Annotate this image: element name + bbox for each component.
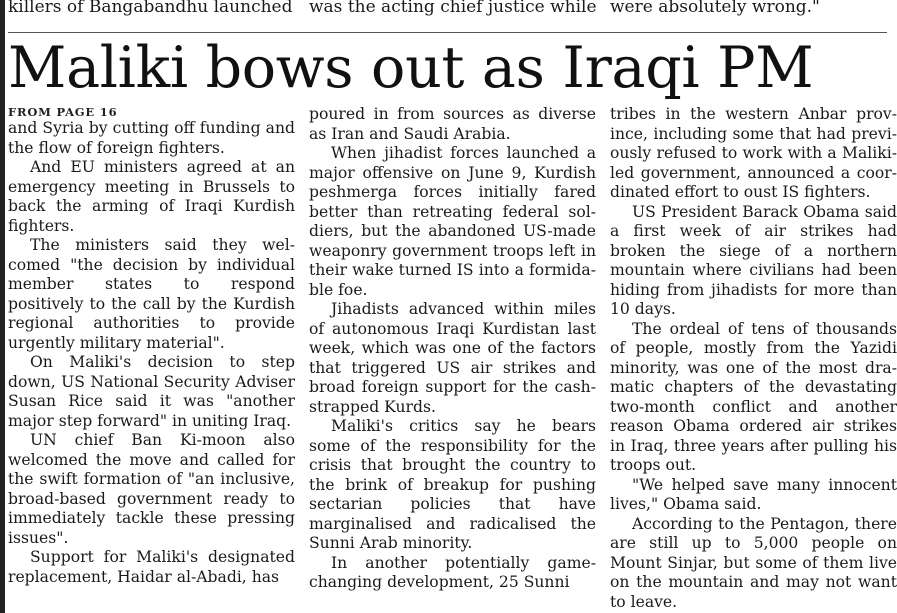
paragraph: poured in from sources as diverse as Iran and Saudi Arabia. <box>309 105 596 143</box>
paragraph: According to the Pentagon, there are still up to 5,000 people on Mount Sinjar, but some of them live on the mountain and may not want to leave. <box>610 514 897 611</box>
article-column-1 <box>8 105 295 613</box>
section-divider <box>8 32 887 33</box>
paragraph: In another potentially game-changing development, 25 Sunni <box>309 553 596 591</box>
paragraph: UN chief Ban Ki-moon also welcomed the move and called for the swift formation of "an inclusive, broad-based government ready to immediately tackle these pressing issues". <box>8 431 295 547</box>
previous-article-tail <box>8 0 887 34</box>
previous-article-col1-line: killers of Bangabandhu launched <box>8 0 293 17</box>
article-headline: Maliki bows out as Iraqi PM <box>8 35 814 101</box>
page-edge-bar <box>0 0 5 613</box>
paragraph: The ministers said they welcomed "the decision by individual member states to respond positively to the call by the Kurdish regional authorities to provide urgently military material". <box>8 236 295 352</box>
paragraph: and Syria by cutting off funding and the flow of foreign fighters. <box>8 119 295 157</box>
paragraph: When jihadist forces launched a major offensive on June 9, Kurdish peshmerga forces initially fared better than retreating federal soldiers, but the abandoned US-made weaponry government troops left in their wake turned IS into a formidable foe. <box>309 144 596 299</box>
previous-article-col3-line: were absolutely wrong." <box>610 0 820 17</box>
paragraph: And EU ministers agreed at an emergency meeting in Brussels to back the arming of Iraqi Kurdish fighters. <box>8 158 295 235</box>
paragraph: "We helped save many innocent lives," Obama said. <box>610 475 897 513</box>
paragraph: Jihadists advanced within miles of autonomous Iraqi Kurdistan last week, which was one of the factors that triggered US air strikes and broad foreign support for the cash-strapped Kurds. <box>309 300 596 416</box>
dateline: FROM PAGE 16 <box>8 105 118 119</box>
paragraph: Maliki's critics say he bears some of the responsibility for the crisis that brought the country to the brink of breakup for pushing sectarian policies that have marginalised and radicalised the Sunni Arab minority. <box>309 417 596 552</box>
paragraph: The ordeal of tens of thousands of people, mostly from the Yazidi minority, was one of the most dramatic chapters of the devastating two-month conflict and another reason Obama ordered air strikes in Iraq, three years after pulling his troops out. <box>610 319 897 474</box>
paragraph: On Maliki's decision to step down, US National Security Adviser Susan Rice said it was "another major step forward" in uniting Iraq. <box>8 353 295 430</box>
paragraph: tribes in the western Anbar province, including some that had previously refused to work with a Maliki-led government, announced a coordinated effort to oust IS fighters. <box>610 105 897 201</box>
previous-article-col2-line: was the acting chief justice while <box>309 0 597 17</box>
article-column-3 <box>610 105 897 613</box>
article-column-2 <box>309 105 596 613</box>
paragraph: Support for Maliki's designated replacement, Haidar al-Abadi, has <box>8 548 295 586</box>
paragraph: US President Barack Obama said a first week of air strikes had broken the siege of a northern mountain where civilians had been hiding from jihadists for more than 10 days. <box>610 202 897 318</box>
